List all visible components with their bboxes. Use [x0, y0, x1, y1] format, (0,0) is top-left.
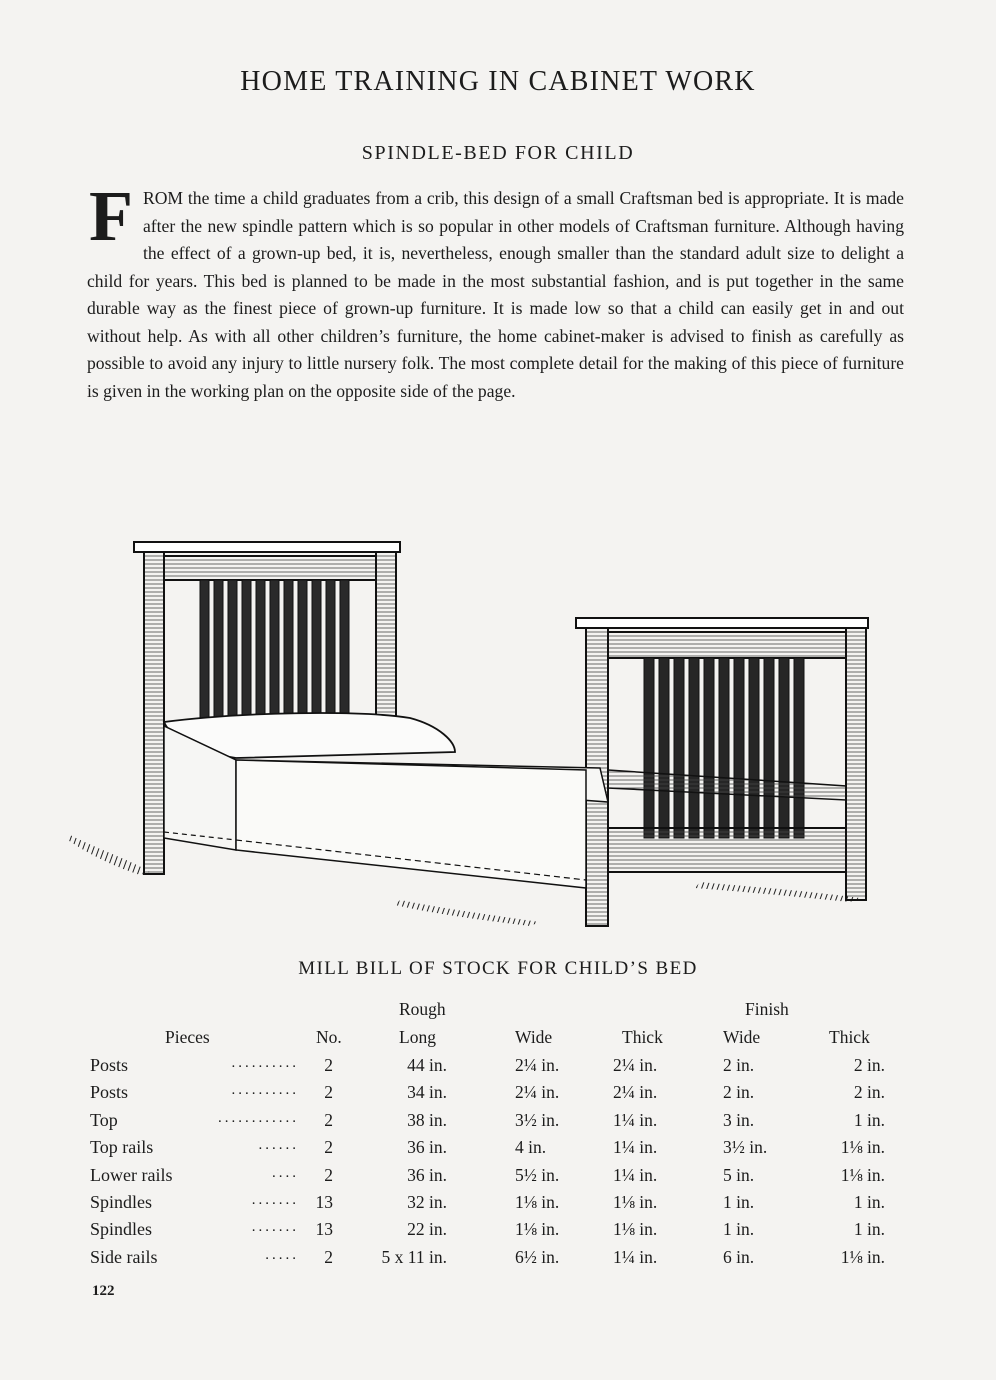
header-pieces: Pieces	[165, 1027, 210, 1047]
cell-piece: Side rails	[90, 1246, 158, 1267]
cell-piece: Spindles	[90, 1192, 153, 1212]
dot-leader: ..........	[231, 1082, 299, 1099]
cell-rough-thick: 2¼ in.	[613, 1082, 658, 1103]
cell-rough-thick: 1⅛ in.	[613, 1192, 658, 1212]
header-no: No.	[316, 1027, 342, 1047]
cell-no: 13	[315, 1219, 333, 1240]
mattress-front	[236, 760, 586, 888]
cell-finish-wide: 3½ in.	[723, 1137, 768, 1158]
headboard-post-right	[376, 552, 396, 732]
spindle-bed-illustration	[60, 530, 880, 930]
dot-leader: .......	[251, 1219, 299, 1236]
body-text: ROM the time a child graduates from a crib, this design of a small Craftsman bed is appropriate. It is made after the new spindle pattern which is so popular in other models of Craftsman furniture. Although having the effect of a grown-up bed, it is, nevertheless, enough smaller than the standard adult size to delight a child for years. This bed is planned to be made in the most substantial fashion, and is put together in the same durable way as the finest piece of grown-up furniture. It is made low so that a child can easily get in and out without help. As with all other children’s furniture, the home cabinet-maker is advised to finish as carefully as possible to avoid any injury to little nursery folk. The most complete detail for the making of this piece of furniture is given in the working plan on the opposite side of the page.	[87, 188, 904, 401]
cell-finish-thick: 2 in.	[853, 1055, 885, 1075]
cell-no: 2	[324, 1082, 333, 1103]
cell-finish-wide: 1 in.	[723, 1192, 755, 1212]
floor-shadow-left	[68, 835, 150, 875]
cell-finish-thick: 1 in.	[853, 1192, 885, 1212]
cell-rough-thick: 1¼ in.	[613, 1109, 658, 1130]
floor-shadow-mid	[395, 900, 540, 926]
cell-rough-wide: 1⅛ in.	[515, 1219, 560, 1240]
cell-finish-wide: 1 in.	[723, 1219, 755, 1240]
floor-shadow-right	[695, 882, 860, 902]
cell-piece: Spindles	[90, 1219, 153, 1240]
cell-piece: Top rails	[90, 1137, 154, 1158]
running-head: HOME TRAINING IN CABINET WORK	[240, 66, 756, 97]
dot-leader: .....	[265, 1246, 299, 1263]
cell-long: 44 in.	[407, 1055, 447, 1075]
cell-piece: Top	[90, 1109, 118, 1130]
dot-leader: ............	[218, 1109, 299, 1126]
cell-rough-wide: 1⅛ in.	[515, 1192, 560, 1212]
header-rough-wide: Wide	[515, 1027, 553, 1047]
cell-long: 32 in.	[407, 1192, 447, 1212]
cell-finish-thick: 2 in.	[853, 1082, 885, 1103]
cell-rough-wide: 5½ in.	[515, 1164, 560, 1185]
cell-no: 2	[324, 1055, 333, 1075]
header-finish-wide: Wide	[723, 1027, 761, 1047]
cell-piece: Posts	[90, 1082, 129, 1103]
cell-no: 2	[324, 1246, 333, 1267]
cell-rough-thick: 1¼ in.	[613, 1164, 658, 1185]
cell-finish-thick: 1⅛ in.	[840, 1137, 885, 1158]
body-paragraph	[87, 176, 904, 405]
headboard-top-rail	[164, 556, 376, 580]
footboard-post-right	[846, 628, 866, 900]
mill-bill-title: MILL BILL OF STOCK FOR CHILD’S BED	[298, 958, 698, 979]
dot-leader: .......	[251, 1192, 299, 1208]
cell-long: 38 in.	[407, 1109, 447, 1130]
cell-rough-wide: 4 in.	[515, 1137, 547, 1158]
cell-long: 36 in.	[407, 1137, 447, 1158]
cell-finish-wide: 2 in.	[723, 1055, 755, 1075]
cell-finish-wide: 5 in.	[723, 1164, 755, 1185]
footboard-lower-rail	[608, 828, 846, 872]
cell-finish-wide: 3 in.	[723, 1109, 755, 1130]
cell-rough-wide: 2¼ in.	[515, 1082, 560, 1103]
cell-rough-thick: 2¼ in.	[613, 1055, 658, 1075]
cell-no: 13	[315, 1192, 333, 1212]
page-number: 122	[92, 1283, 115, 1299]
cell-rough-wide: 6½ in.	[515, 1246, 560, 1267]
cell-long: 36 in.	[407, 1164, 447, 1185]
dot-leader: ....	[272, 1164, 299, 1181]
cell-long: 22 in.	[407, 1219, 447, 1240]
cell-finish-thick: 1⅛ in.	[840, 1246, 885, 1267]
cell-long: 34 in.	[407, 1082, 447, 1103]
cell-no: 2	[324, 1109, 333, 1130]
cell-rough-thick: 1¼ in.	[613, 1137, 658, 1158]
headboard-spindles	[200, 580, 349, 720]
headboard-post-left	[144, 552, 164, 874]
cell-long: 5 x 11 in.	[381, 1246, 447, 1267]
cell-rough-wide: 2¼ in.	[515, 1055, 560, 1075]
cell-piece: Lower rails	[90, 1164, 173, 1185]
dot-leader: ..........	[231, 1055, 299, 1071]
cell-finish-thick: 1⅛ in.	[840, 1164, 885, 1185]
headboard-top	[134, 542, 400, 552]
cell-finish-thick: 1 in.	[853, 1109, 885, 1130]
cell-piece: Posts	[90, 1055, 129, 1075]
header-rough-thick: Thick	[622, 1027, 663, 1047]
cell-rough-wide: 3½ in.	[515, 1109, 560, 1130]
cell-no: 2	[324, 1137, 333, 1158]
header-finish-thick: Thick	[829, 1027, 870, 1047]
cell-finish-thick: 1 in.	[853, 1219, 885, 1240]
article-title: SPINDLE-BED FOR CHILD	[361, 142, 635, 164]
cell-rough-thick: 1⅛ in.	[613, 1219, 658, 1240]
drop-cap: F	[89, 176, 133, 256]
cell-no: 2	[324, 1164, 333, 1185]
footboard-spindles	[644, 658, 804, 838]
footboard-top-rail	[608, 632, 846, 658]
cell-finish-wide: 2 in.	[723, 1082, 755, 1103]
cell-rough-thick: 1¼ in.	[613, 1246, 658, 1267]
header-long: Long	[399, 1027, 436, 1047]
header-rough: Rough	[399, 999, 446, 1019]
dot-leader: ......	[258, 1137, 299, 1154]
cell-finish-wide: 6 in.	[723, 1246, 755, 1267]
footboard-top	[576, 618, 868, 628]
header-finish: Finish	[745, 999, 789, 1019]
